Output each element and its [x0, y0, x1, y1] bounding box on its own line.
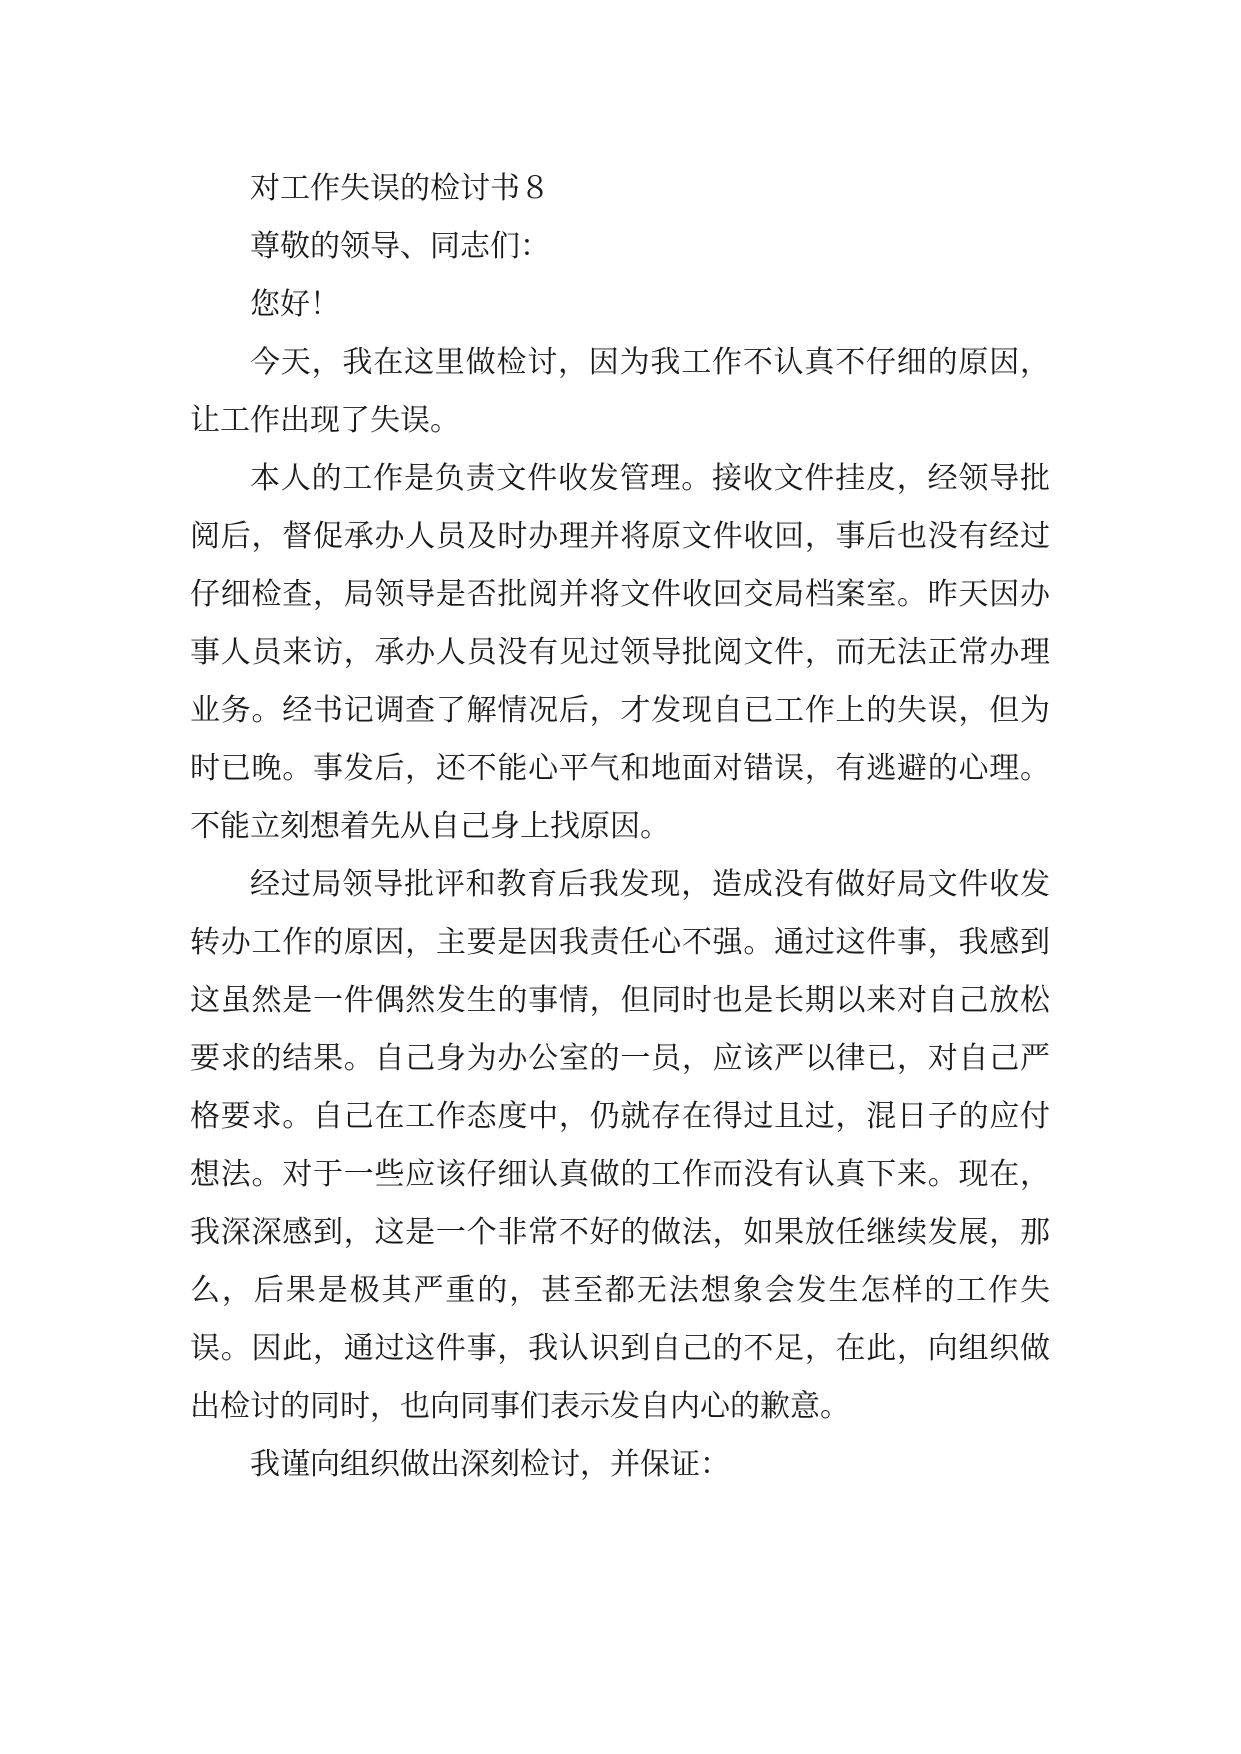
- salutation: 尊敬的领导、同志们：: [250, 229, 550, 264]
- paragraph: 我谨向组织做出深刻检讨，并保证：: [250, 1447, 730, 1482]
- greeting: 您好！: [250, 287, 340, 322]
- document-title: 对工作失误的检讨书８: [250, 171, 550, 206]
- paragraph: 今天，我在这里做检讨，因为我工作不认真不仔细的原因，让工作出现了失误。: [190, 345, 1050, 438]
- paragraph: 本人的工作是负责文件收发管理。接收文件挂皮，经领导批阅后，督促承办人员及时办理并将原文件收回，事后也没有经过仔细检查，局领导是否批阅并将文件收回交局档案室。昨天因办事人员来访，承办人员没有见过领导批阅文件，而无法正常办理业务。经书记调查了解情况后，才发现自已工作上的失误，但为时已晚。事发后，还不能心平气和地面对错误，有逃避的心理。不能立刻想着先从自己身上找原因。: [190, 461, 1050, 844]
- document-body: [190, 160, 1050, 1494]
- paragraph: 经过局领导批评和教育后我发现，造成没有做好局文件收发转办工作的原因，主要是因我责任心不强。通过这件事，我感到这虽然是一件偶然发生的事情，但同时也是长期以来对自己放松要求的结果。自己身为办公室的一员，应该严以律已，对自己严格要求。自己在工作态度中，仍就存在得过且过，混日子的应付想法。对于一些应该仔细认真做的工作而没有认真下来。现在，我深深感到，这是一个非常不好的做法，如果放任继续发展，那么，后果是极其严重的，甚至都无法想象会发生怎样的工作失误。因此，通过这件事，我认识到自己的不足，在此，向组织做出检讨的同时，也向同事们表示发自内心的歉意。: [190, 867, 1050, 1424]
